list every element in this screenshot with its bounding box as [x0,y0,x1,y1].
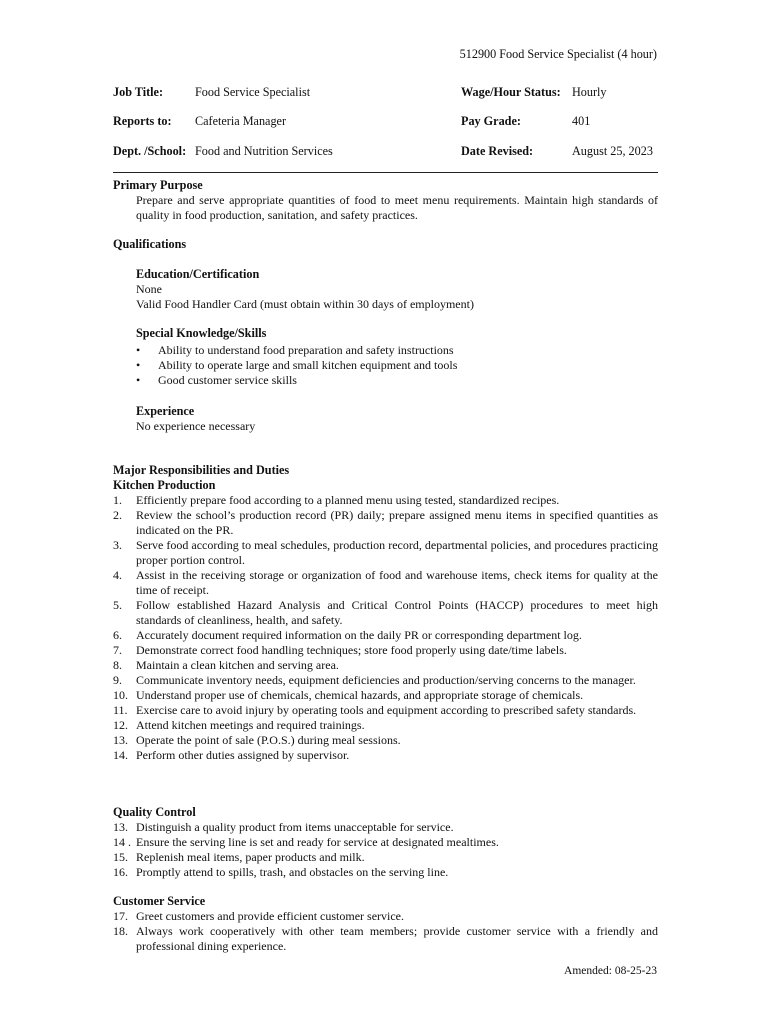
list-item: 18. Always work cooperatively with other team members; provide customer service with a friendly and professional dining experience. [113,924,658,953]
reports-to-label: Reports to: [113,114,172,128]
qualifications-heading: Qualifications [113,237,187,251]
responsibilities-heading: Major Responsibilities and Duties [113,463,290,477]
list-item: 1. Efficiently prepare food according to a planned menu using tested, standardized recipes. [113,493,560,507]
bullet-icon: • [136,373,141,387]
job-title-label: Job Title: [113,85,163,99]
dept-label: Dept. /School: [113,144,187,158]
list-item: 13. Operate the point of sale (P.O.S.) during meal sessions. [113,733,401,747]
pay-grade-value: 401 [572,114,591,128]
list-item: 5. Follow established Hazard Analysis and Critical Control Points (HACCP) procedures to meet high standards of cleanliness, health, and safety. [113,598,658,627]
list-item: 8. Maintain a clean kitchen and serving area. [113,658,339,672]
header-divider [113,172,658,173]
bullet-icon: • [136,343,141,357]
date-revised-value: August 25, 2023 [572,144,653,158]
quality-control-heading: Quality Control [113,805,196,819]
reports-to-value: Cafeteria Manager [195,114,287,128]
list-item: 14 . Ensure the serving line is set and ready for service at designated mealtimes. [113,835,499,849]
wage-status-label: Wage/Hour Status: [461,85,561,99]
list-item: • Ability to operate large and small kitchen equipment and tools [136,358,458,372]
list-item: 13. Distinguish a quality product from items unacceptable for service. [113,820,454,834]
amended-date: Amended: 08-25-23 [564,965,657,977]
customer-service-list [113,909,658,954]
skills-heading: Special Knowledge/Skills [136,326,267,340]
kitchen-production-list [113,493,658,763]
customer-service-heading: Customer Service [113,894,206,908]
experience-text: No experience necessary [136,419,256,433]
list-item: 11. Exercise care to avoid injury by operating tools and equipment according to prescribed safety standards. [113,703,637,717]
pay-grade-label: Pay Grade: [461,114,521,128]
kitchen-production-heading: Kitchen Production [113,478,216,492]
list-item: 9. Communicate inventory needs, equipment deficiencies and production/serving concerns to the manager. [113,673,636,687]
primary-purpose-text: Prepare and serve appropriate quantities of food to meet menu requirements. Maintain high standards of quality in food production, sanitation, and safety practices. [136,193,658,222]
list-item: 17. Greet customers and provide efficient customer service. [113,909,405,923]
wage-status-value: Hourly [572,85,607,99]
experience-heading: Experience [136,404,195,418]
date-revised-label: Date Revised: [461,144,534,158]
list-item: 3. Serve food according to meal schedules, production record, departmental policies, and procedures practicing proper portion control. [113,538,658,567]
list-item: 10. Understand proper use of chemicals, chemical hazards, and appropriate storage of chemicals. [113,688,584,702]
bullet-icon: • [136,358,141,372]
education-heading: Education/Certification [136,267,260,281]
list-item: 2. Review the school’s production record (PR) daily; prepare assigned menu items in specified quantities as indicated on the PR. [113,508,658,537]
job-title-value: Food Service Specialist [195,85,311,99]
list-item: 16. Promptly attend to spills, trash, and obstacles on the serving line. [113,865,449,879]
list-item: 4. Assist in the receiving storage or organization of food and warehouse items, check items for quality at the time of receipt. [113,568,658,597]
document-title: 512900 Food Service Specialist (4 hour) [459,47,657,61]
list-item: • Good customer service skills [136,373,297,387]
list-item: • Ability to understand food preparation and safety instructions [136,343,454,357]
primary-purpose-heading: Primary Purpose [113,178,203,192]
education-line: None [136,282,162,296]
quality-control-list [113,820,658,880]
list-item: 6. Accurately document required information on the daily PR or corresponding department log. [113,628,582,642]
list-item: 14. Perform other duties assigned by supervisor. [113,748,350,762]
list-item: 12. Attend kitchen meetings and required trainings. [113,718,365,732]
list-item: 15. Replenish meal items, paper products and milk. [113,850,365,864]
education-line: Valid Food Handler Card (must obtain within 30 days of employment) [136,297,474,311]
dept-value: Food and Nutrition Services [195,144,333,158]
list-item: 7. Demonstrate correct food handling techniques; store food properly using date/time labels. [113,643,567,657]
skills-list [136,343,457,388]
